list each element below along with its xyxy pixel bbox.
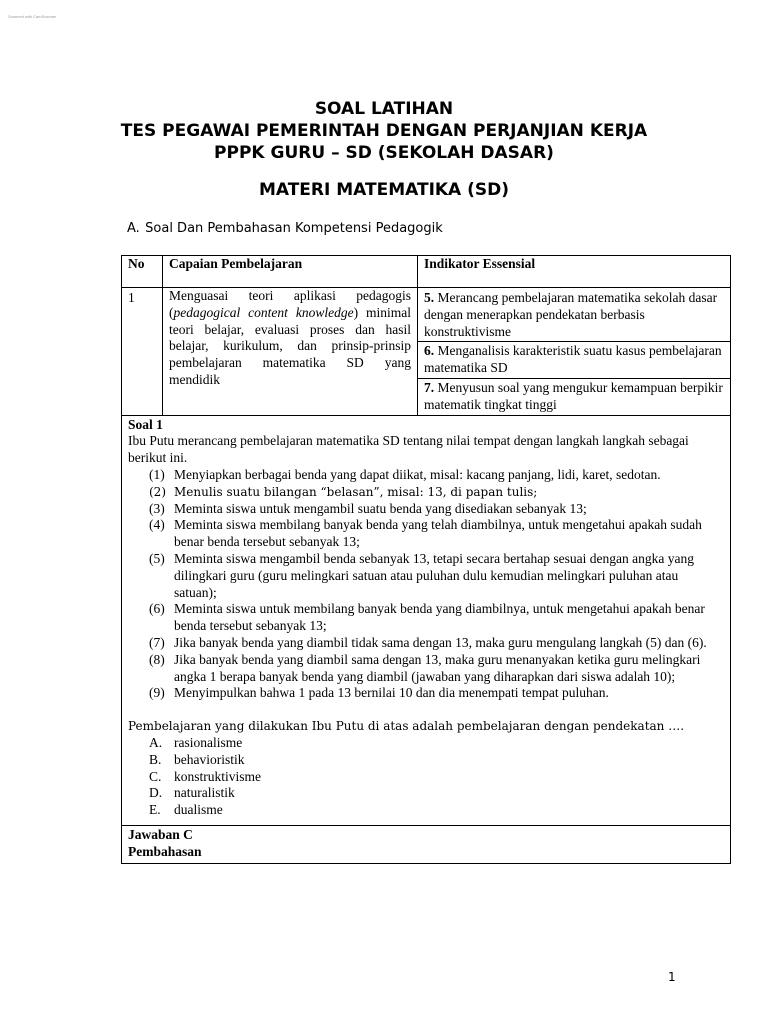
step-number: (2) [149, 484, 166, 499]
option-letter: B. [149, 751, 162, 767]
capaian-italic: pedagogical content knowledge [173, 304, 354, 320]
indikator-num: 6. [424, 343, 435, 359]
soal-cell [122, 415, 731, 825]
capaian-text [163, 288, 418, 416]
step-text: Menyiapkan berbagai benda yang dapat diikat, misal: kacang panjang, lidi, karet, sedotan. [174, 466, 661, 482]
list-item [149, 769, 724, 786]
step-text: Meminta siswa membilang banyak benda yang telah diambilnya, untuk mengetahui apakah sudah benar benda tersebut sebanyak 13; [174, 517, 702, 550]
option-letter: C. [149, 768, 162, 784]
indikator-num: 5. [424, 290, 435, 305]
option-text: rasionalisme [174, 734, 243, 750]
step-text: Menyimpulkan bahwa 1 pada 13 bernilai 10 dan dia menempati tempat puluhan. [174, 685, 609, 701]
list-item [149, 635, 724, 652]
step-number: (9) [149, 685, 165, 701]
option-letter: D. [149, 785, 163, 801]
list-item [149, 735, 724, 752]
option-text: naturalistik [174, 785, 235, 801]
step-text: Jika banyak benda yang diambil tidak sama dengan 13, maka guru mengulang langkah (5) dan (6). [174, 634, 707, 650]
step-number: (3) [149, 500, 165, 516]
section-letter: A. [127, 221, 140, 236]
option-letter: E. [149, 802, 161, 818]
step-text: Meminta siswa untuk mengambil suatu benda yang disediakan sebanyak 13; [174, 500, 587, 516]
step-number: (1) [149, 466, 165, 482]
capaian-post: ) minimal teori belajar, evaluasi proses dan hasil belajar, kurikulum, dan prinsip-prinsip pembelajaran matematika SD yang mendidik [169, 304, 412, 387]
table-header-row [122, 256, 731, 288]
steps-list [128, 467, 724, 702]
header-no: No [122, 256, 163, 288]
scanner-watermark: Scanned with CamScanner [8, 14, 57, 19]
soal-intro: Ibu Putu merancang pembelajaran matematika SD tentang nilai tempat dengan langkah langkah sebagai berikut ini. [128, 433, 689, 466]
page-number: 1 [668, 970, 676, 984]
indikator-text: Menganalisis karakteristik suatu kasus pembelajaran matematika SD [424, 343, 722, 376]
step-text: Jika banyak benda yang diambil sama dengan 13, maka guru menanyakan ketika guru melingkari angka 1 berapa banyak benda yang diambil (jawaban yang diharapkan dari siswa adalah 10); [174, 651, 701, 684]
pembahasan-label: Pembahasan [128, 843, 202, 859]
header-line-2: TES PEGAWAI PEMERINTAH DENGAN PERJANJIAN KERJA [120, 121, 648, 141]
jawaban-row [122, 825, 731, 863]
list-item [149, 501, 724, 518]
indikator-item [418, 289, 730, 342]
question-table [121, 255, 731, 864]
header-line-3: PPPK GURU – SD (SEKOLAH DASAR) [214, 143, 554, 163]
list-item [149, 601, 724, 635]
indikator-cell [418, 288, 731, 416]
options-list [128, 735, 724, 819]
indikator-item [418, 379, 730, 415]
list-item [149, 517, 724, 551]
step-number: (5) [149, 550, 165, 566]
indikator-item [418, 342, 730, 379]
table-row [122, 288, 731, 416]
soal-row [122, 415, 731, 825]
indikator-text: Merancang pembelajaran matematika sekolah dasar dengan menerapkan pendekatan berbasis konstruktivisme [424, 290, 718, 339]
capaian-pre: Menguasai teori aplikasi pedagogis ( [169, 288, 411, 320]
list-item [149, 785, 724, 802]
list-item [149, 802, 724, 819]
header-indikator: Indikator Essensial [418, 256, 731, 288]
row-no: 1 [122, 288, 163, 416]
section-heading [127, 221, 443, 236]
option-text: konstruktivisme [174, 768, 261, 784]
step-text: Meminta siswa mengambil benda sebanyak 13, tetapi secara bertahap sesuai dengan angka yang dilingkari guru (guru melingkari satuan atau puluhan dulu kemudian melingkari puluhan atau satuan); [174, 550, 694, 600]
step-number: (8) [149, 651, 165, 667]
step-number: (4) [149, 517, 165, 533]
jawaban-label: Jawaban C [128, 826, 193, 842]
option-text: dualisme [174, 802, 223, 818]
list-item [149, 752, 724, 769]
indikator-text: Menyusun soal yang mengukur kemampuan berpikir matematik tingkat tinggi [424, 379, 723, 412]
header-capaian: Capaian Pembelajaran [163, 256, 418, 288]
step-text: Menulis suatu bilangan “belasan”, misal: 13, di papan tulis; [174, 484, 538, 499]
step-number: (6) [149, 601, 165, 617]
section-title: Soal Dan Pembahasan Kompetensi Pedagogik [145, 221, 443, 236]
step-number: (7) [149, 634, 165, 650]
list-item [149, 685, 724, 702]
document-header [0, 98, 768, 164]
list-item [149, 652, 724, 686]
indikator-num: 7. [424, 379, 435, 395]
option-letter: A. [149, 734, 163, 750]
list-item [149, 484, 724, 501]
question-stem: Pembelajaran yang dilakukan Ibu Putu di atas adalah pembelajaran dengan pendekatan …. [128, 719, 685, 734]
subject-title: MATERI MATEMATIKA (SD) [258, 180, 510, 200]
step-text: Meminta siswa untuk membilang banyak benda yang diambilnya, untuk mengetahui apakah benar benda tersebut sebanyak 13; [174, 601, 705, 634]
option-text: behavioristik [174, 751, 245, 767]
list-item [149, 551, 724, 601]
jawaban-cell [122, 825, 731, 863]
soal-title: Soal 1 [128, 416, 163, 432]
list-item [149, 467, 724, 484]
header-line-1: SOAL LATIHAN [314, 99, 454, 119]
